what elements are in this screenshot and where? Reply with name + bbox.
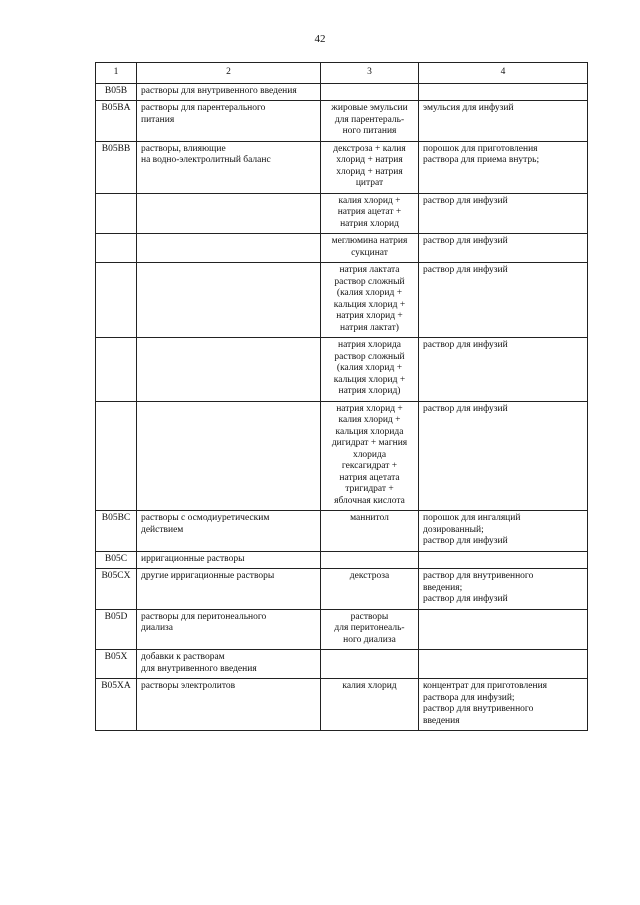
- substance-line: растворы: [350, 611, 389, 622]
- substance-cell: [321, 401, 419, 511]
- substance-cell: [321, 338, 419, 402]
- dosage-form-cell: [419, 511, 588, 552]
- dosage-form-cell: [419, 569, 588, 610]
- group-name-cell: [137, 401, 321, 511]
- substance-line: жировые эмульсии: [331, 103, 408, 113]
- substance-line: ного питания: [342, 126, 397, 136]
- group-name-line: растворы для внутривенного введения: [141, 85, 297, 96]
- substance-line: цитрат: [355, 178, 384, 188]
- drug-classification-table: [95, 62, 588, 731]
- column-header-3: 3: [321, 63, 419, 84]
- group-name-line: питания: [141, 114, 175, 125]
- table-row: [96, 234, 588, 263]
- substance-line: калия хлорид +: [338, 415, 401, 425]
- substance-cell: [321, 83, 419, 101]
- dosage-form-line: порошок для ингаляций: [423, 513, 521, 523]
- table-row: [96, 679, 588, 731]
- group-name-cell: [137, 141, 321, 193]
- group-name-line: действием: [141, 524, 184, 535]
- atc-code-cell: B05B: [96, 83, 137, 101]
- table-row: [96, 401, 588, 511]
- substance-line: раствор сложный: [334, 351, 405, 362]
- table-row: [96, 101, 588, 142]
- group-name-line: для внутривенного введения: [141, 663, 257, 674]
- substance-line: меглюмина натрия: [331, 236, 408, 246]
- dosage-form-line: концентрат для приготовления: [423, 681, 548, 691]
- dosage-form-line: раствор для инфузий: [423, 594, 508, 604]
- dosage-form-line: раствор для инфузий: [423, 403, 508, 414]
- substance-cell: [321, 679, 419, 731]
- dosage-form-cell: [419, 679, 588, 731]
- group-name-line: растворы электролитов: [141, 681, 236, 691]
- group-name-line: диализа: [141, 623, 174, 633]
- group-name-line: ирригационные растворы: [141, 553, 245, 564]
- table-row: [96, 263, 588, 338]
- substance-line: кальция хлорид +: [333, 299, 406, 310]
- dosage-form-cell: [419, 83, 588, 101]
- atc-code-cell: [96, 263, 137, 338]
- substance-line: для перитонеаль-: [334, 623, 405, 633]
- substance-line: натрия ацетата: [339, 472, 400, 483]
- substance-line: ного диализа: [343, 634, 396, 645]
- dosage-form-line: раствор для внутривенного: [423, 704, 534, 714]
- table-header-row: [96, 63, 588, 84]
- group-name-line: на водно-электролитный баланс: [141, 155, 271, 165]
- dosage-form-line: раствора для приема внутрь;: [423, 155, 540, 165]
- substance-line: яблочная кислота: [334, 495, 405, 506]
- dosage-form-line: порошок для приготовления: [423, 143, 538, 154]
- substance-line: хлорид + натрия: [336, 166, 403, 177]
- group-name-line: растворы для перитонеального: [141, 611, 267, 622]
- atc-code-cell: B05C: [96, 551, 137, 569]
- group-name-cell: [137, 263, 321, 338]
- substance-line: натрия лактата: [339, 265, 400, 275]
- dosage-form-line: раствор для инфузий: [423, 236, 508, 246]
- substance-line: натрия хлорид): [338, 386, 401, 396]
- substance-cell: [321, 511, 419, 552]
- dosage-form-line: дозированный;: [423, 524, 484, 535]
- substance-line: (калия хлорид +: [336, 363, 403, 373]
- substance-cell: [321, 650, 419, 679]
- group-name-cell: [137, 679, 321, 731]
- group-name-line: растворы, влияющие: [141, 143, 226, 154]
- table-body: [96, 83, 588, 731]
- atc-code-cell: [96, 338, 137, 402]
- atc-code-cell: [96, 193, 137, 234]
- substance-line: калия хлорид +: [338, 195, 401, 206]
- dosage-form-cell: [419, 650, 588, 679]
- table-row: [96, 83, 588, 101]
- dosage-form-cell: [419, 609, 588, 650]
- table-row: [96, 609, 588, 650]
- group-name-line: растворы с осмодиуретическим: [141, 513, 270, 523]
- group-name-cell: [137, 83, 321, 101]
- substance-line: натрия лактат): [340, 322, 399, 333]
- dosage-form-line: раствор для инфузий: [423, 265, 508, 275]
- dosage-form-cell: [419, 551, 588, 569]
- column-header-4: 4: [419, 63, 588, 84]
- atc-code-cell: B05CX: [96, 569, 137, 610]
- group-name-cell: [137, 609, 321, 650]
- dosage-form-cell: [419, 234, 588, 263]
- substance-line: декстроза + калия: [333, 143, 406, 154]
- group-name-cell: [137, 193, 321, 234]
- dosage-form-cell: [419, 101, 588, 142]
- dosage-form-line: введения: [423, 715, 460, 726]
- group-name-line: другие ирригационные растворы: [141, 571, 275, 581]
- substance-line: натрия хлорида: [337, 340, 402, 350]
- table-row: [96, 569, 588, 610]
- page-number: 42: [314, 33, 326, 45]
- substance-cell: [321, 234, 419, 263]
- dosage-form-cell: [419, 263, 588, 338]
- substance-line: натрия хлорид +: [336, 403, 403, 414]
- substance-line: (калия хлорид +: [336, 288, 403, 298]
- atc-code-cell: B05BB: [96, 141, 137, 193]
- atc-code-cell: B05BA: [96, 101, 137, 142]
- group-name-cell: [137, 551, 321, 569]
- substance-cell: [321, 263, 419, 338]
- substance-line: хлорид + натрия: [336, 155, 403, 165]
- group-name-cell: [137, 338, 321, 402]
- substance-cell: [321, 609, 419, 650]
- group-name-cell: [137, 650, 321, 679]
- atc-code-cell: B05D: [96, 609, 137, 650]
- dosage-form-cell: [419, 193, 588, 234]
- group-name-line: добавки к растворам: [141, 652, 225, 662]
- substance-line: калия хлорид: [342, 681, 397, 691]
- substance-cell: [321, 551, 419, 569]
- substance-line: раствор сложный: [334, 276, 405, 287]
- atc-code-cell: [96, 401, 137, 511]
- substance-line: хлорида: [352, 449, 387, 460]
- dosage-form-line: раствор для инфузий: [423, 195, 508, 206]
- substance-cell: [321, 569, 419, 610]
- group-name-cell: [137, 234, 321, 263]
- substance-line: натрия хлорид: [340, 218, 399, 229]
- dosage-form-cell: [419, 401, 588, 511]
- dosage-form-line: введения;: [423, 582, 463, 593]
- atc-code-cell: B05XA: [96, 679, 137, 731]
- table-row: [96, 193, 588, 234]
- dosage-form-line: раствор для инфузий: [423, 536, 508, 546]
- substance-line: натрия хлорид +: [336, 311, 403, 321]
- substance-line: натрия ацетат +: [337, 207, 402, 217]
- dosage-form-cell: [419, 338, 588, 402]
- atc-code-cell: B05BC: [96, 511, 137, 552]
- table-row: [96, 338, 588, 402]
- substance-line: сукцинат: [351, 247, 388, 258]
- substance-line: гексагидрат +: [341, 461, 398, 471]
- group-name-cell: [137, 101, 321, 142]
- dosage-form-cell: [419, 141, 588, 193]
- substance-line: кальция хлорида: [335, 426, 404, 437]
- substance-line: кальция хлорид +: [333, 374, 406, 385]
- table-row: [96, 551, 588, 569]
- atc-code-cell: [96, 234, 137, 263]
- substance-line: для парентераль-: [334, 114, 405, 125]
- dosage-form-line: раствора для инфузий;: [423, 692, 515, 703]
- substance-cell: [321, 141, 419, 193]
- dosage-form-line: раствор для внутривенного: [423, 571, 534, 581]
- table-row: [96, 141, 588, 193]
- substance-line: тригидрат +: [345, 484, 394, 494]
- group-name-cell: [137, 511, 321, 552]
- table-row: [96, 511, 588, 552]
- column-header-2: 2: [137, 63, 321, 84]
- substance-line: маннитол: [350, 513, 389, 523]
- substance-cell: [321, 101, 419, 142]
- atc-code-cell: B05X: [96, 650, 137, 679]
- column-header-1: 1: [96, 63, 137, 84]
- substance-line: декстроза: [349, 571, 390, 581]
- dosage-form-line: эмульсия для инфузий: [423, 103, 514, 113]
- group-name-cell: [137, 569, 321, 610]
- group-name-line: растворы для парентерального: [141, 103, 266, 113]
- substance-cell: [321, 193, 419, 234]
- substance-line: дигидрат + магния: [331, 438, 408, 448]
- table-row: [96, 650, 588, 679]
- dosage-form-line: раствор для инфузий: [423, 340, 508, 350]
